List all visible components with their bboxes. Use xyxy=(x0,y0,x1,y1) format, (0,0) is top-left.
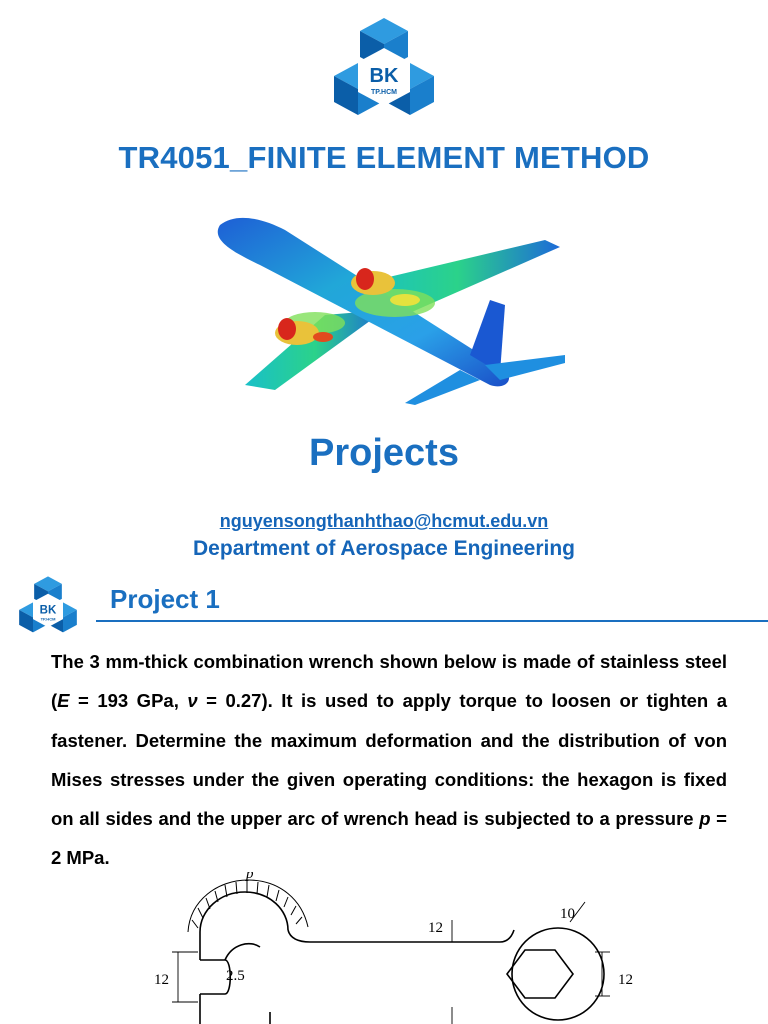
logo-small-subtext: TP.HCM xyxy=(40,616,56,622)
course-title: TR4051_FINITE ELEMENT METHOD xyxy=(118,140,650,175)
dim-circle: 10 xyxy=(560,906,575,922)
airplane-fem-image xyxy=(205,205,575,410)
wrench-diagram xyxy=(140,872,640,1024)
project-description xyxy=(51,642,727,878)
main-title: Projects xyxy=(309,432,459,474)
symbol-e: E xyxy=(57,690,70,712)
dim-left: 12 xyxy=(154,972,169,988)
bk-logo-small xyxy=(18,576,78,638)
logo-small-text: BK xyxy=(39,604,57,617)
dim-radius: 2.5 xyxy=(226,968,245,984)
dim-right: 12 xyxy=(618,972,633,988)
dim-top: 12 xyxy=(428,920,443,936)
logo-subtext: TP.HCM xyxy=(371,89,397,96)
logo-text: BK xyxy=(369,65,399,87)
body-text-2: = 193 GPa, xyxy=(69,690,188,712)
symbol-p: p xyxy=(699,808,711,830)
project-title: Project 1 xyxy=(110,584,220,614)
body-text-3: = 0.27). It is used to apply torque to loosen or tighten a fastener. Determine the maximum deformation and the distribution of von Mises stresses under the given operating conditions: the hexagon is fixed on all sides and the upper arc of wrench head is subjected to a pressure xyxy=(51,690,727,830)
body-text-1: The 3 mm-thick combination wrench shown below is made of stainless steel ( xyxy=(51,651,727,712)
title-divider xyxy=(96,620,768,622)
bk-logo xyxy=(332,18,436,124)
symbol-nu: ν xyxy=(187,690,198,712)
body-text-4: = 2 MPa. xyxy=(51,808,727,869)
email-link[interactable]: nguyensongthanhthao@hcmut.edu.vn xyxy=(219,511,549,531)
pressure-label: p xyxy=(246,872,254,882)
department-name: Department of Aerospace Engineering xyxy=(193,537,575,560)
project-slide xyxy=(0,572,768,1024)
